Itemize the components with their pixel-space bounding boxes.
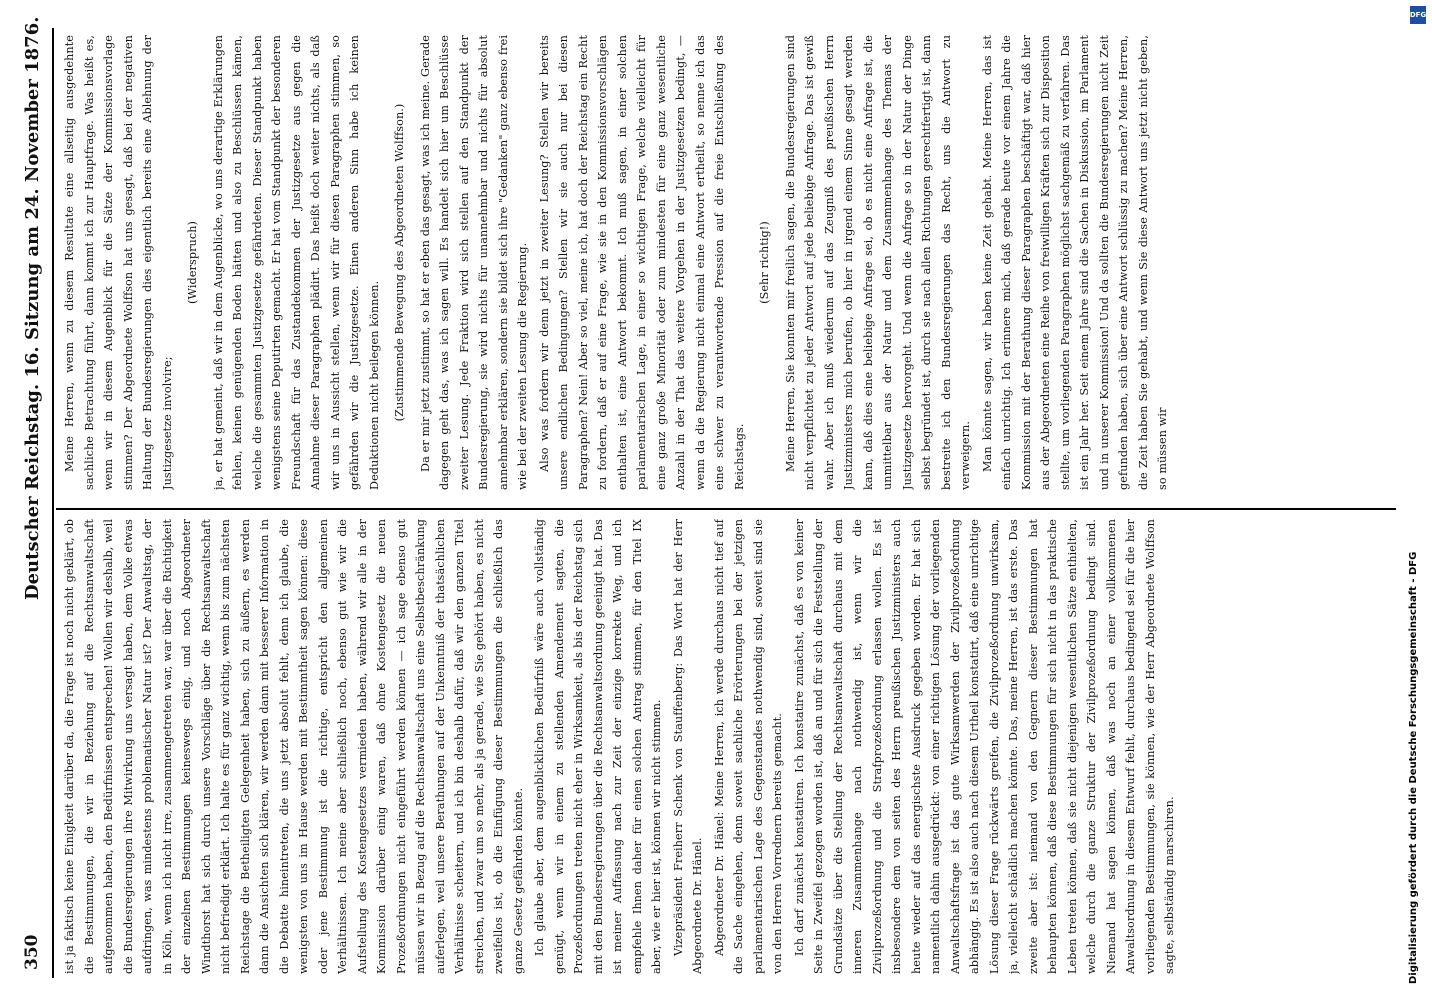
interjection: (Zustimmende Bewegung des Abgeordneten Wolffson.) xyxy=(393,103,406,422)
paragraph: Man könnte sagen, wir haben keine Zeit gehabt. Meine Herren, das ist einfach unrichtig. Ich erinnere mich, daß gerade heute vor einem Jahre die Kommission mit der Berathung dieser Paragraphen beschäftigt war, daß hier aus der Abgeordneten eine Reihe von freiwilligen Kräften sich zur Disposition stellte, um vorliegenden Paragraphen möglichst sachgemäß zu verfahren. Das ist ein Jahr her. Seit einem Jahre sind die Sachen in Diskussion, im Parlament und in unserer Kommission! Und da sollten die Bundesregierungen nicht Zeit gefunden haben, sich über eine Antwort schlüssig zu machen? Meine Herren, die Zeit haben Sie gehabt, und wenn Sie diese Antwort uns jetzt nicht geben, so müssen wir xyxy=(980,35,1169,490)
interjection: (Widerspruch) xyxy=(186,221,199,304)
text-column-left xyxy=(60,519,1390,974)
text-column-right xyxy=(60,35,1390,490)
paragraph: Ich darf zunächst konstatiren. Ich konstatire zunächst, daß es von keiner Seite in Zweifel gezogen worden ist, daß an und für sich die Feststellung der Grundsätze über die Stellung der Rechtsanwaltschaft durchaus mit dem inneren Zusammenhange nach nothwendig ist, wenn wir die Zivilprozeßordnung und die Strafprozeßordnung erlassen wollen. Es ist insbesondere dem von seiten des Herrn preußischen Justizministers auch heute wieder auf das energischste Ausdruck gegeben worden. Er hat sich namentlich dahin ausgedrückt: von einer richtigen Lösung der vorliegenden Anwaltschaftsfrage ist das gute Wirksamwerden der Zivilprozeßordnung abhängig. Es ist also auch nach diesem Urtheil konstatirt, daß eine unrichtige Lösung dieser Frage rückwärts greifen, die Zivilprozeßordnung unwirksam, ja, vielleicht schädlich machen könnte. Das, meine Herren, ist das erste. Das zweite aber ist: niemand von den Gegnern dieser Bestimmungen hat behaupten können, daß diese Bestimmungen für sich nicht in das praktische Leben treten können, daß sie nicht diejenigen wesentlichen Sätze enthielten, welche durch die ganze Struktur der Zivilprozeßordnung bedingt sind. Niemand hat sagen können, daß was noch an einer vollkommenen Anwaltsordnung in diesem Entwurf fehlt, durchaus bedingend sei für die hier vorliegenden Bestimmungen, sie können, wie der Herr Abgeordnete Wolffson sagte, selbständig marschiren. xyxy=(792,519,1176,974)
paragraph: Ich glaube aber, dem augenblicklichen Bedürfniß wäre auch vollständig genügt, wenn wir in einem zu stellenden Amendement sagten, die Prozeßordnungen treten nicht eher in Wirksamkeit, als bis der Reichstag sich mit den Bundesregierungen über die Rechtsanwaltsordnung geeinigt hat. Das ist meiner Auffassung nach zur Zeit der einzige korrekte Weg, und ich empfehle Ihnen daher für einen solchen Antrag stimmen, für den Titel IX aber, wie er hier ist, können wir nicht stimmen. xyxy=(533,519,663,974)
digitization-note: Digitalisierung gefördert durch die Deutsche Forschungsgemeinschaft - DFG xyxy=(1408,551,1419,984)
interjection: (Sehr richtig!) xyxy=(758,221,771,304)
paragraph: Da er mir jetzt zustimmt, so hat er eben das gesagt, was ich meine. Gerade dagegen geht das, was ich sagen will. Es handelt sich hier um Beschlüsse zweiter Lesung. Jede Fraktion wird sich stellen auf den Standpunkt der Bundesregierung, sie wird nichts für unannehmbar und nichts für absolut annehmbar erklären, sondern sie bildet sich ihre "Gedanken" ganz ebenso frei wie bei der zweiten Lesung die Regierung. xyxy=(418,35,529,490)
header-rule xyxy=(52,28,54,978)
paragraph: ja, er hat gemeint, daß wir in dem Augenblicke, wo uns derartige Erklärungen fehlen, keinen genügenden Boden hätten und also zu Beschlüssen kämen, welche die gesammten Justizgesetze gefährdeten. Dieser Standpunkt haben wenigstens seine Deputirten gemacht. Er hat vom Standpunkt der besonderen Freundschaft für das Zustandekommen der Justizgesetze aus gegen die Annahme dieser Paragraphen plädirt. Das heißt doch weiter nichts, als daß wir uns in Aussicht stellen, wenn wir für diesen Paragraphen stimmen, so gefährden wir die Justizgesetze. Einen anderen Sinn habe ich keinen Deduktionen nicht beilegen können. xyxy=(211,35,381,490)
page-header xyxy=(14,16,54,970)
page-number: 350 xyxy=(22,934,42,970)
column-divider xyxy=(56,508,1396,510)
dfg-logo: DFG xyxy=(1410,6,1426,24)
paragraph: Meine Herren, wenn zu diesem Resultate eine allseitig ausgedehnte sachliche Betrachtung führt, dann kommt ich zur Hauptfrage. Was heißt es, wenn wir in diesem Augenblick für die Sätze der Kommissionsvorlage stimmen? Der Abgeordnete Wolffson hat uns gesagt, daß bei der negativen Haltung der Bundesregierungen dies eigentlich bereits eine Ablehnung der Justizgesetze involvire; xyxy=(63,35,174,490)
paragraph: Abgeordneter Dr. Hänel: Meine Herren, ich werde durchaus nicht tief auf die Sache eingehen, denn soweit sachliche Erörterungen bei der jetzigen parlamentarischen Lage des Gegenstandes nothwendig sind, soweit sind sie von den Herren Vorrednern bereits gemacht. xyxy=(712,519,784,974)
paragraph: Also was fordern wir denn jetzt in zweiter Lesung? Stellen wir bereits unsere endlichen Bedingungen? Stellen wir sie auch nur bei diesen Paragraphen? Nein! Aber so viel, meine ich, hat doch der Reichstag ein Recht zu fordern, daß er auf eine Frage, wie sie in den Kommissionsvorschlägen enthalten ist, eine Antwort bekommt. Ich muß sagen, in einer solchen parlamentarischen Lage, in einer so wichtigen Frage, welche vielleicht für eine ganz große Minorität oder zum mindesten für eine ganz wesentliche Anzahl in der That das weitere Vorgehen in der Justizgesetzen bedingt, — wenn da die Regierung nicht einmal eine Antwort ertheilt, so nenne ich das eine schwer zu verantwortende Pression auf die freie Entschließung des Reichstags. xyxy=(537,35,746,490)
speaker-intro: Vizepräsident Freiherr Schenk von Stauffenberg: Das Wort hat der Herr Abgeordnete Dr. Hänel. xyxy=(671,519,704,974)
page-title: Deutscher Reichstag. 16. Sitzung am 24. November 1876. xyxy=(22,16,43,600)
paragraph: Meine Herren, Sie konnten mir freilich sagen, die Bundesregierungen sind nicht verpflichtet zu jeder Antwort auf jede beliebige Anfrage. Das ist gewiß wahr. Aber ich muß wiederum auf das Zeugniß des preußischen Herrn Justizministers mich berufen, ob hier in irgend einem Sinne gesagt werden kann, daß dies eine beliebige Anfrage sei, ob es nicht eine Anfrage ist, die unmittelbar aus der Natur und dem Zusammenhange des Themas der Justizgesetze hervorgeht. Und wenn die Anfrage so in der Natur der Dinge selbst begründet ist, durch sie nach allen Richtungen gerechtfertigt ist, dann bestreite ich den Bundesregierungen das Recht, uns die Antwort zu verweigern. xyxy=(783,35,972,490)
paragraph: ist ja faktisch keine Einigkeit darüber da, die Frage ist noch nicht geklärt, ob die Bestimmungen, die wir in Beziehung auf die Rechtsanwaltschaft aufgenommen haben, den Bedürfnissen entsprechen! Wollen wir deshalb, weil die Bundesregierungen ihre Mitwirkung uns versagt haben, dem Volke etwas aufdringen, was mindestens problematischer Natur ist? Der Anwaltstag, der in Köln, wenn ich nicht irre, zusammengetreten war, war über die Richtigkeit der einzelnen Bestimmungen keineswegs einig, und noch Abgeordneter Windthorst hat sich durch unsere Vorschläge über die Rechtsanwaltschaft nicht befriedigt erklärt. Ich halte es für ganz wichtig, wenn bis zum nächsten Reichstage die Betheiligten Gelegenheit haben, sich zu äußern, es werden dann die Ansichten sich klären, wir werden dann mit besserer Information in die Debatte hineintreten, die uns jetzt absolut fehlt, denn ich glaube, die wenigsten von uns im Hause werden mit Bestimmtheit sagen können: diese oder jene Bestimmung ist die richtige, entspricht den allgemeinen Verhältnissen. Ich meine aber schließlich noch, ebenso gut wie wir die Aufstellung des Kostengesetzes vermieden haben, während wir alle in der Kommission darüber einig waren, daß ohne Kostengesetz die neuen Prozeßordnungen nicht eingeführt werden können — ich sage ebenso gut müssen wir in Bezug auf die Rechtsanwaltschaft uns eine Selbstbeschränkung auferlegen, weil unsere Berathungen auf der Unkenntniß der thatsächlichen Verhältnisse scheitern, und ich bin deshalb dafür, daß wir den ganzen Titel streichen, und zwar um so mehr, als ja gerade, wie Sie gehört haben, es nicht zweifellos ist, ob die Einfügung dieser Bestimmungen die schließlich das ganze Gesetz gefährden könnte. xyxy=(63,519,525,974)
